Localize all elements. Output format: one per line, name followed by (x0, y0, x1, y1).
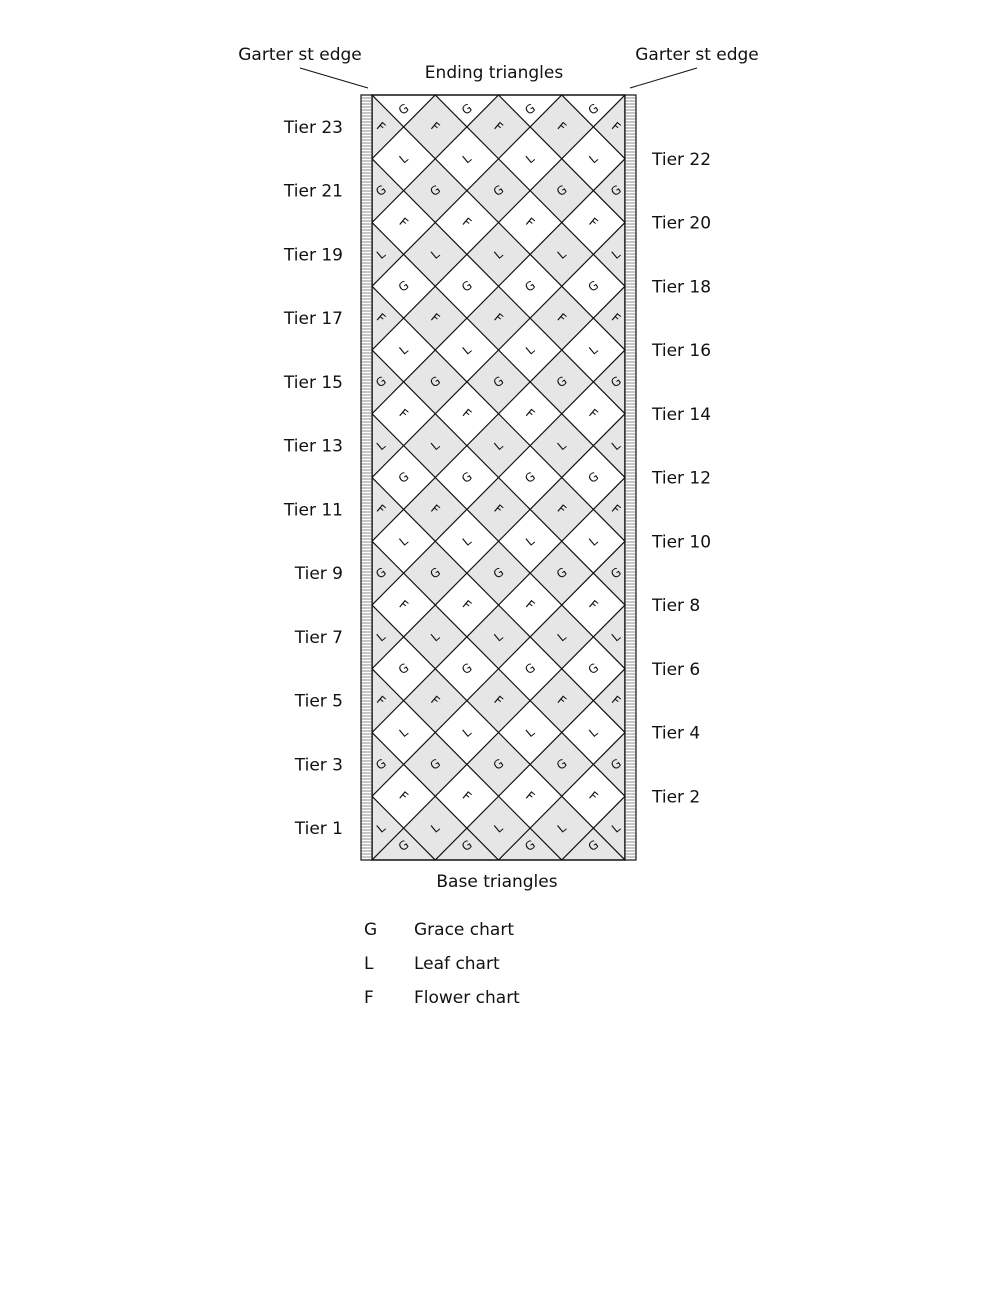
cell-letter: F (522, 214, 538, 231)
cell-letter: L (523, 533, 538, 549)
tier-label-right: Tier 2 (652, 787, 701, 808)
cell-letter: G (395, 660, 412, 678)
cell-letter: G (490, 373, 507, 391)
cell-letter: F (459, 597, 475, 613)
cell-letter: F (586, 406, 601, 422)
cell-letter: G (395, 277, 412, 295)
tier-label-left: Tier 5 (294, 691, 343, 712)
tier-labels-right (651, 150, 711, 808)
grid-line (878, 95, 997, 1115)
cell-letter: G (427, 755, 444, 773)
cell-letter: G (522, 660, 538, 678)
garter-right-pointer (630, 68, 697, 88)
cell-letter: L (608, 629, 624, 645)
grid-line (0, 95, 182, 1115)
tier-label-left: Tier 19 (283, 245, 343, 266)
cell-letter: G (585, 469, 602, 486)
cell-letter: F (459, 406, 475, 422)
cell-letter: G (373, 373, 389, 391)
cell-letter: G (553, 755, 570, 773)
tier-label-left: Tier 1 (294, 819, 343, 840)
cell-letter: F (396, 788, 411, 804)
cell-letter: G (395, 469, 412, 486)
cell-letter: G (522, 469, 538, 486)
cell-letter: L (396, 724, 411, 741)
cell-letter: G (459, 277, 475, 295)
legend-key: L (364, 954, 374, 974)
cell-letter: G (585, 660, 602, 678)
cell-letter: G (373, 564, 389, 582)
garter-left-pointer (300, 68, 368, 88)
garter-edge-left-label: Garter st edge (238, 45, 362, 65)
cell-letter: F (554, 310, 569, 326)
cell-letter: L (459, 151, 474, 167)
grid-line (0, 95, 182, 1115)
cell-letter: G (608, 182, 624, 200)
cell-letter: L (608, 246, 624, 262)
grid-line (941, 95, 997, 1115)
cell-letter: F (396, 597, 411, 613)
garter-edge-right-label: Garter st edge (635, 45, 759, 65)
tier-label-right: Tier 10 (652, 532, 712, 553)
cell-letter: L (459, 533, 474, 549)
tier-label-left: Tier 21 (283, 181, 343, 202)
cell-letter: G (373, 182, 389, 200)
cell-letter: F (491, 693, 506, 709)
tier-label-left: Tier 11 (283, 500, 343, 521)
cell-letter: L (428, 246, 443, 262)
cell-letter: G (427, 564, 444, 582)
legend-row-grace (364, 920, 520, 954)
cell-letter: L (373, 820, 389, 836)
cell-letter: G (459, 660, 475, 678)
cell-letter: G (608, 755, 624, 773)
cell-letter: F (522, 406, 538, 422)
tier-label-right: Tier 20 (652, 213, 712, 234)
cell-letter: F (428, 501, 443, 517)
tier-label-right: Tier 16 (652, 341, 712, 361)
cell-letter: F (459, 214, 475, 231)
cell-letter: F (373, 310, 389, 326)
cell-letter: F (586, 214, 601, 231)
cell-letter: L (523, 724, 538, 741)
cell-letter: G (459, 837, 475, 855)
cell-letter: L (491, 629, 506, 645)
grid-line (0, 95, 309, 1115)
grid-line (878, 95, 997, 1115)
cell-letter: F (608, 119, 624, 135)
legend-label: Flower chart (414, 988, 520, 1008)
cell-letter: F (522, 788, 538, 804)
cell-letter: L (491, 246, 506, 262)
base-triangles-label: Base triangles (436, 872, 558, 892)
legend-label: Leaf chart (414, 954, 500, 974)
cell-letter: L (586, 533, 601, 549)
cell-letter: F (373, 501, 389, 517)
cell-letter: F (491, 310, 506, 326)
cell-letter: G (522, 277, 538, 295)
grid-line (688, 95, 997, 1115)
grid-line (0, 95, 56, 1115)
cell-letter: F (428, 310, 443, 326)
cell-letter: L (586, 151, 601, 167)
grid-line (815, 95, 997, 1115)
grid-line (941, 95, 997, 1115)
cell-letter: L (428, 438, 443, 454)
cell-letter: L (428, 629, 443, 645)
tier-label-left: Tier 15 (283, 372, 343, 393)
legend-key: F (364, 988, 374, 1008)
cell-letter: L (523, 342, 538, 358)
tier-label-left: Tier 9 (294, 564, 343, 585)
tier-label-right: Tier 6 (652, 659, 701, 680)
cell-letter: F (554, 119, 569, 135)
cell-letter: L (586, 724, 601, 741)
tier-label-right: Tier 4 (652, 723, 701, 744)
cell-letter: L (554, 820, 569, 836)
cell-letter: L (396, 151, 411, 167)
garter-edge-left (361, 95, 372, 860)
cell-letter: G (427, 373, 444, 391)
tier-label-right: Tier 14 (652, 404, 712, 425)
cell-letter: F (396, 214, 411, 231)
tier-label-left: Tier 17 (283, 309, 343, 330)
cell-letter: F (396, 406, 411, 422)
cell-letter: G (585, 100, 602, 118)
cell-letter: L (373, 246, 389, 262)
cell-letter: L (491, 820, 506, 836)
cell-letter: L (491, 438, 506, 454)
cell-letter: L (396, 342, 411, 358)
cell-letter: G (459, 469, 475, 486)
cell-letter: L (608, 438, 624, 454)
grid-line (752, 95, 997, 1115)
legend-label: Grace chart (414, 920, 514, 940)
cell-letter: F (428, 693, 443, 709)
cell-letter: L (459, 342, 474, 358)
grid-line (0, 95, 246, 1115)
cell-letter: F (554, 501, 569, 517)
cell-letter: F (586, 788, 601, 804)
grid-line (752, 95, 997, 1115)
grid-line (0, 95, 119, 1115)
ending-triangles-label: Ending triangles (424, 63, 564, 83)
cell-letter: G (427, 182, 444, 200)
cell-letter: G (490, 182, 507, 200)
cell-letter: F (373, 119, 389, 135)
tier-label-left: Tier 13 (283, 436, 343, 457)
grid-line (688, 95, 997, 1115)
cell-letter: G (608, 373, 624, 391)
garter-edge-right (625, 95, 636, 860)
tier-label-right: Tier 18 (652, 277, 712, 298)
cell-letter: L (373, 438, 389, 454)
legend-key: G (364, 920, 378, 940)
cell-letter: F (608, 693, 624, 709)
cell-letter: G (522, 837, 538, 855)
cell-letter: L (373, 629, 389, 645)
grid-line (0, 95, 119, 1115)
cell-letter: G (585, 277, 602, 295)
cell-letter: L (554, 246, 569, 262)
tier-label-left: Tier 3 (294, 755, 343, 776)
cell-letter: F (586, 597, 601, 613)
grid-line (0, 95, 246, 1115)
legend-row-flower (364, 988, 520, 1022)
cell-letter: L (554, 629, 569, 645)
cell-letter: L (554, 438, 569, 454)
cell-letter: F (491, 501, 506, 517)
cell-letter: G (373, 755, 389, 773)
cell-letter: G (608, 564, 624, 582)
cell-letter: G (395, 100, 412, 118)
cell-letter: G (395, 837, 412, 855)
cell-letter: G (459, 100, 475, 118)
tier-labels-left (283, 118, 343, 839)
cell-letter: L (523, 151, 538, 167)
tier-label-right: Tier 8 (652, 596, 701, 616)
grid-line (0, 95, 309, 1115)
cell-letter: F (554, 693, 569, 709)
tier-label-right: Tier 12 (652, 468, 712, 489)
cell-letter: F (428, 119, 443, 135)
cell-letter: G (522, 100, 538, 118)
cell-letter: L (586, 342, 601, 358)
legend-row-leaf (364, 954, 520, 988)
cell-letter: G (585, 837, 602, 855)
cell-letter: G (553, 373, 570, 391)
grid-line (0, 95, 56, 1115)
grid-line (815, 95, 997, 1115)
cell-letter: L (396, 533, 411, 549)
cell-letter: G (553, 564, 570, 582)
tier-label-left: Tier 7 (294, 627, 343, 648)
cell-letter: F (608, 310, 624, 326)
cell-letter: F (373, 693, 389, 709)
cell-letter: F (522, 597, 538, 613)
cell-letter: F (459, 788, 475, 804)
cell-letter: F (608, 501, 624, 517)
cell-letter: G (553, 182, 570, 200)
cell-letter: L (608, 820, 624, 836)
tier-label-left: Tier 23 (283, 117, 343, 138)
cell-letter: G (490, 755, 507, 773)
cell-letter: L (428, 820, 443, 836)
tier-label-right: Tier 22 (652, 149, 712, 170)
legend (364, 920, 520, 1022)
cell-letter: F (491, 119, 506, 135)
cell-letter: L (459, 724, 474, 741)
cell-letter: G (490, 564, 507, 582)
